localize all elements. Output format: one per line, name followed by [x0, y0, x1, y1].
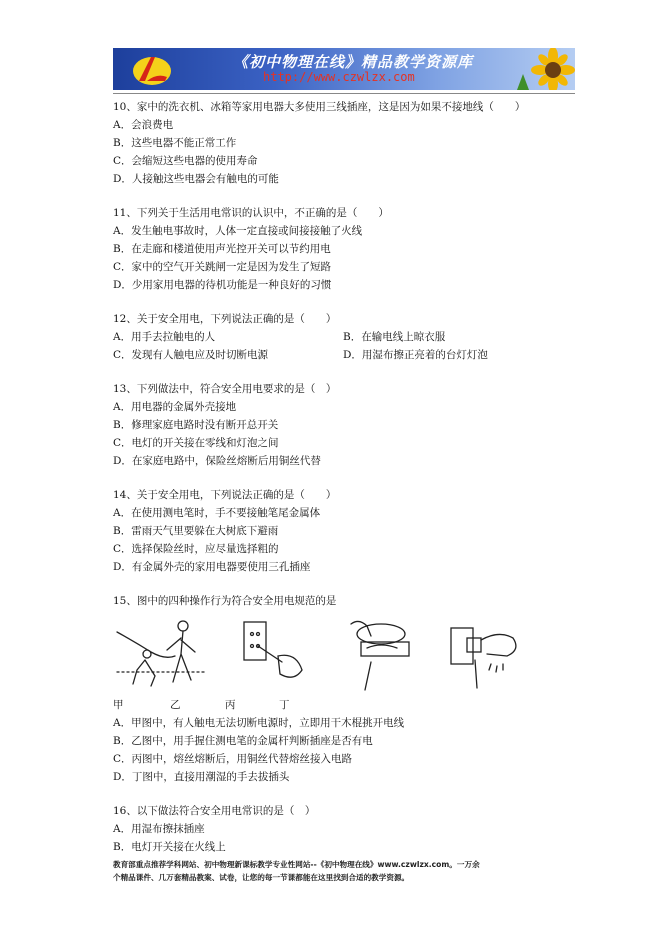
- option-row: [113, 346, 583, 364]
- page-footer: [113, 858, 583, 884]
- figure-label-jia: 甲: [113, 699, 124, 711]
- option-d: D．人接触这些电器会有触电的可能: [113, 173, 279, 185]
- logo-icon: [131, 51, 173, 87]
- question-stem: 12、关于安全用电，下列说法正确的是（ ）: [113, 313, 337, 325]
- question-stem: 10、家中的洗衣机、冰箱等家用电器大多使用三线插座，这是因为如果不接地线（ ）: [113, 101, 526, 113]
- figure-ding-wet-hand-plug: [447, 612, 527, 692]
- option-d: D．用湿布擦正亮着的台灯灯泡: [343, 349, 488, 361]
- option-a: A．甲图中，有人触电无法切断电源时，立即用干木棍挑开电线: [113, 717, 405, 729]
- option-d: D．有金属外壳的家用电器要使用三孔插座: [113, 561, 311, 573]
- option-row: [113, 328, 583, 346]
- sunflower-icon: [513, 48, 575, 90]
- option-a: A．用湿布擦抹插座: [113, 823, 205, 835]
- option-b: B．修理家庭电路时没有断开总开关: [113, 419, 279, 431]
- question-11: [113, 204, 583, 294]
- option-b: B．雷雨天气里要躲在大树底下避雨: [113, 525, 279, 537]
- option-a: A．用电器的金属外壳接地: [113, 401, 237, 413]
- question-stem: 14、关于安全用电，下列说法正确的是（ ）: [113, 489, 337, 501]
- option-a: A．在使用测电笔时，手不要接触笔尾金属体: [113, 507, 321, 519]
- figure-label-bing: 丙: [225, 699, 236, 711]
- question-16: [113, 802, 583, 856]
- question-10: [113, 98, 583, 188]
- figure-label-ding: 丁: [279, 699, 290, 711]
- option-a: A．用手去拉触电的人: [113, 331, 216, 343]
- option-b: B．乙图中，用手握住测电笔的金属杆判断插座是否有电: [113, 735, 373, 747]
- figure-jia-person-pulling-wire: [115, 612, 210, 692]
- option-b: B．电灯开关接在火线上: [113, 841, 226, 853]
- option-c: C．家中的空气开关跳闸一定是因为发生了短路: [113, 261, 332, 273]
- header-banner: [113, 48, 575, 90]
- figure-yi-test-pen-socket: [238, 612, 308, 692]
- footer-line-2: 个精品课件、几万套精品教案、试卷，让您的每一节课都能在这里找到合适的教学资源。: [113, 873, 410, 882]
- header-rule: [113, 93, 575, 94]
- figure-label-yi: 乙: [170, 699, 181, 711]
- question-14: [113, 486, 583, 576]
- banner-title: 《初中物理在线》精品教学资源库: [233, 53, 474, 71]
- footer-line-1: 教育部重点推荐学科网站、初中物理新课标教学专业性网站--《初中物理在线》www.czwlzx.com。一万余: [113, 860, 480, 869]
- option-c: C．电灯的开关接在零线和灯泡之间: [113, 437, 279, 449]
- figure-labels: [113, 696, 583, 714]
- question-stem: 13、下列做法中，符合安全用电要求的是（ ）: [113, 383, 337, 395]
- option-c: C．选择保险丝时，应尽量选择粗的: [113, 543, 279, 555]
- question-stem: 15、图中的四种操作行为符合安全用电规范的是: [113, 595, 337, 607]
- option-a: A．发生触电事故时，人体一定直接或间接接触了火线: [113, 225, 363, 237]
- option-c: C．发现有人触电应及时切断电源: [113, 349, 269, 361]
- option-b: B．在输电线上晾衣服: [343, 331, 446, 343]
- banner-url: http://www.czwlzx.com: [263, 70, 415, 84]
- question-stem: 16、以下做法符合安全用电常识的是（ ）: [113, 805, 316, 817]
- option-a: A．会浪费电: [113, 119, 174, 131]
- question-list: [113, 98, 583, 872]
- option-b: B．在走廊和楼道使用声光控开关可以节约用电: [113, 243, 331, 255]
- question-15: [113, 592, 583, 786]
- option-c: C．会缩短这些电器的使用寿命: [113, 155, 258, 167]
- question-12: [113, 310, 583, 364]
- question-stem: 11、下列关于生活用电常识的认识中，不正确的是（ ）: [113, 207, 389, 219]
- figure-bing-fuse-copper-wire: [341, 612, 421, 692]
- option-c: C．丙图中，熔丝熔断后，用铜丝代替熔丝接入电路: [113, 753, 353, 765]
- option-d: D．在家庭电路中，保险丝熔断后用铜丝代替: [113, 455, 321, 467]
- figure-row: [113, 612, 583, 694]
- option-d: D．少用家用电器的待机功能是一种良好的习惯: [113, 279, 332, 291]
- option-d: D．丁图中，直接用潮湿的手去拔插头: [113, 771, 290, 783]
- question-13: [113, 380, 583, 470]
- option-b: B．这些电器不能正常工作: [113, 137, 237, 149]
